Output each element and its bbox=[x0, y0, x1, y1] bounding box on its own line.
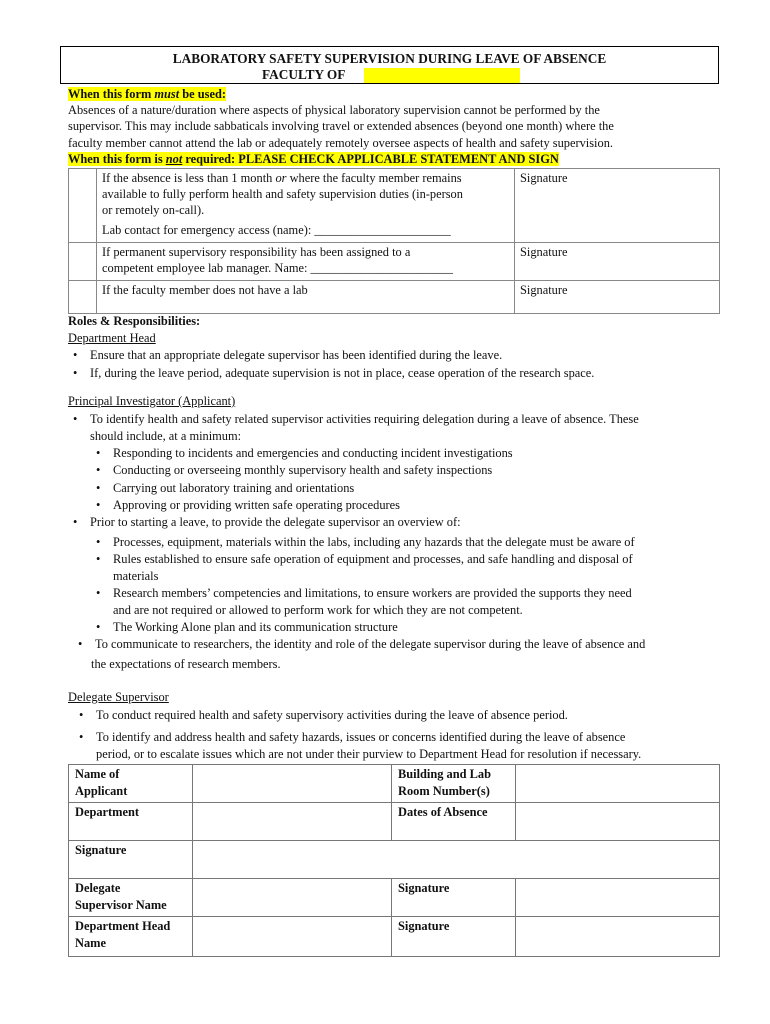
sub-list-item: • Responding to incidents and emergencies and conducting incident investigations bbox=[113, 445, 513, 462]
exemption-checklist-table bbox=[68, 168, 720, 314]
delegate-name-field[interactable] bbox=[193, 879, 392, 917]
checklist-row bbox=[69, 243, 720, 281]
department-head-heading: Department Head bbox=[68, 331, 156, 345]
when-used-text: Absences of a nature/duration where aspects of physical laboratory supervision cannot be performed by the supervisor. This may include sabbaticals involving travel or extended absences (beyond one month) where the faculty member cannot attend the lab or adequately remotely oversee aspects of health and safety supervision. bbox=[68, 103, 614, 150]
form-row bbox=[69, 879, 720, 917]
form-title-box bbox=[60, 46, 719, 84]
dept-head-name-field[interactable] bbox=[193, 917, 392, 957]
applicant-name-field[interactable] bbox=[193, 765, 392, 803]
department-field[interactable] bbox=[193, 803, 392, 841]
faculty-label: FACULTY OF bbox=[262, 67, 346, 82]
list-item-continued: should include, at a minimum: bbox=[90, 429, 242, 443]
sub-list-item: • The Working Alone plan and its communication structure bbox=[113, 619, 398, 636]
building-room-label: Building and Lab Room Number(s) bbox=[392, 765, 516, 803]
applicant-signature-label: Signature bbox=[69, 841, 193, 879]
when-used-heading: When this form must be used: bbox=[68, 87, 227, 101]
sub-list-item: • Approving or providing written safe operating procedures bbox=[113, 497, 400, 514]
sub-list-item: • Rules established to ensure safe operation of equipment and processes, and safe handling and disposal of bbox=[113, 551, 633, 568]
sub-list-item: • Conducting or overseeing monthly supervisory health and safety inspections bbox=[113, 462, 492, 479]
applicant-name-label: Name of Applicant bbox=[69, 765, 193, 803]
dept-head-name-label: Department Head Name bbox=[69, 917, 193, 957]
sub-list-item: • Research members’ competencies and limitations, to ensure workers are provided the supports they need bbox=[113, 585, 632, 602]
form-title: LABORATORY SAFETY SUPERVISION DURING LEAVE OF ABSENCE bbox=[172, 51, 607, 66]
delegate-supervisor-heading: Delegate Supervisor bbox=[68, 690, 169, 704]
lab-manager-name-line[interactable]: competent employee lab manager. Name: _______________________ bbox=[102, 261, 453, 276]
principal-investigator-heading: Principal Investigator (Applicant) bbox=[68, 394, 236, 408]
sub-list-item: • Processes, equipment, materials within the labs, including any hazards that the delegate must be aware of bbox=[113, 534, 635, 551]
checklist-row bbox=[69, 169, 720, 243]
building-room-field[interactable] bbox=[516, 765, 720, 803]
checkbox-cell[interactable] bbox=[69, 169, 97, 243]
dates-of-absence-field[interactable] bbox=[516, 803, 720, 841]
dept-head-signature-label: Signature bbox=[392, 917, 516, 957]
signature-cell[interactable]: Signature bbox=[515, 169, 720, 243]
checklist-statement: If permanent supervisory responsibility has been assigned to a competent employee lab manager. Name: _______________________ bbox=[97, 243, 515, 281]
sub-list-item: • Carrying out laboratory training and orientations bbox=[113, 480, 354, 497]
faculty-input-field[interactable] bbox=[364, 68, 520, 83]
delegate-signature-label: Signature bbox=[392, 879, 516, 917]
form-row bbox=[69, 803, 720, 841]
list-item: • To conduct required health and safety supervisory activities during the leave of absence period. bbox=[96, 707, 568, 724]
checkbox-cell[interactable] bbox=[69, 243, 97, 281]
when-not-required-heading: When this form is not required: PLEASE CHECK APPLICABLE STATEMENT AND SIGN bbox=[68, 152, 559, 166]
list-item: • To identify health and safety related supervisor activities requiring delegation during a leave of absence. These bbox=[90, 411, 639, 428]
checklist-statement: If the absence is less than 1 month or where the faculty member remains available to fully perform health and safety supervision duties (in-person or remotely on-call). Lab contact for emergency access (name): ______________________ bbox=[97, 169, 515, 243]
checkbox-cell[interactable] bbox=[69, 281, 97, 314]
list-item-continued: the expectations of research members. bbox=[91, 657, 281, 671]
sub-list-item-continued: materials bbox=[113, 569, 159, 583]
applicant-form-table bbox=[68, 764, 720, 957]
form-row bbox=[69, 917, 720, 957]
list-item: • Prior to starting a leave, to provide the delegate supervisor an overview of: bbox=[90, 514, 461, 531]
list-item: • Ensure that an appropriate delegate supervisor has been identified during the leave. bbox=[90, 347, 502, 364]
list-item-continued: period, or to escalate issues which are not under their purview to Department Head for resolution if necessary. bbox=[96, 747, 642, 761]
applicant-signature-field[interactable] bbox=[193, 841, 720, 879]
department-label: Department bbox=[69, 803, 193, 841]
roles-heading: Roles & Responsibilities: bbox=[68, 314, 201, 328]
signature-cell[interactable]: Signature bbox=[515, 243, 720, 281]
delegate-name-label: Delegate Supervisor Name bbox=[69, 879, 193, 917]
list-item: • To identify and address health and safety hazards, issues or concerns identified during the leave of absence bbox=[96, 729, 625, 746]
signature-cell[interactable]: Signature bbox=[515, 281, 720, 314]
checklist-row bbox=[69, 281, 720, 314]
dates-of-absence-label: Dates of Absence bbox=[392, 803, 516, 841]
sub-list-item-continued: and are not required or allowed to perform work for which they are not competent. bbox=[113, 603, 523, 617]
delegate-signature-field[interactable] bbox=[516, 879, 720, 917]
list-item: • To communicate to researchers, the identity and role of the delegate supervisor during the leave of absence and bbox=[95, 636, 645, 653]
dept-head-signature-field[interactable] bbox=[516, 917, 720, 957]
list-item: • If, during the leave period, adequate supervision is not in place, cease operation of the research space. bbox=[90, 365, 594, 382]
form-row bbox=[69, 765, 720, 803]
lab-contact-line[interactable]: Lab contact for emergency access (name): ______________________ bbox=[102, 222, 451, 237]
checklist-statement: If the faculty member does not have a lab bbox=[97, 281, 515, 314]
form-row bbox=[69, 841, 720, 879]
